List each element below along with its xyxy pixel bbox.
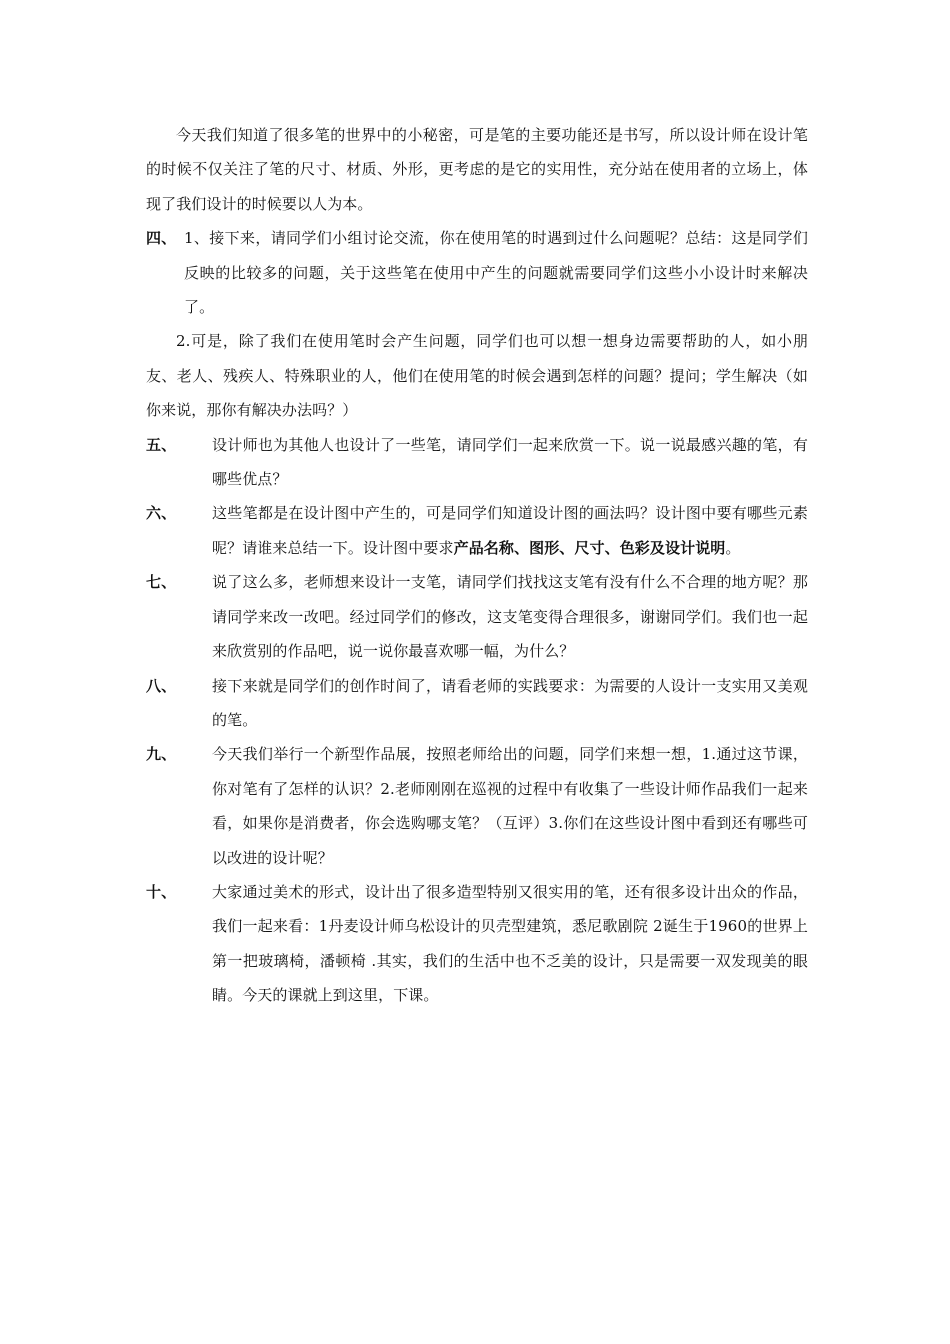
section-10-text: 大家通过美术的形式，设计出了很多造型特别又很实用的笔，还有很多设计出众的作品，我们一起来看：1丹麦设计师乌松设计的贝壳型建筑，悉尼歌剧院 2诞生于1960的世界上第一把玻璃椅，潘顿椅 .其实，我们的生活中也不乏美的设计，只是需要一双发现美的眼睛。今天的课就上到这里，下课。 bbox=[212, 882, 808, 1005]
section-number: 九、 bbox=[146, 745, 177, 764]
section-9-text: 今天我们举行一个新型作品展，按照老师给出的问题，同学们来想一想，1.通过这节课，你对笔有了怎样的认识？2.老师刚刚在巡视的过程中有收集了一些设计师作品我们一起来看，如果你是消费者，你会选购哪支笔？（互评）3.你们在这些设计图中看到还有哪些可以改进的设计呢？ bbox=[212, 745, 808, 867]
section-number: 八、 bbox=[146, 676, 177, 695]
section-8 bbox=[146, 669, 808, 738]
section-number: 六、 bbox=[146, 504, 177, 523]
section-number: 四、 bbox=[146, 229, 177, 248]
section-8-text: 接下来就是同学们的创作时间了，请看老师的实践要求：为需要的人设计一支实用又美观的笔。 bbox=[212, 676, 808, 729]
section-4-subparagraph: 2.可是，除了我们在使用笔时会产生问题，同学们也可以想一想身边需要帮助的人，如小朋友、老人、残疾人、特殊职业的人，他们在使用笔的时候会遇到怎样的问题？提问；学生解决（如你来说，那你有解决办法吗？） bbox=[146, 332, 808, 420]
section-6-text bbox=[212, 496, 808, 565]
section-6-text-emphasis: 产品名称、图形、尺寸、色彩及设计说明 bbox=[453, 538, 726, 557]
section-9 bbox=[146, 737, 808, 875]
section-number: 七、 bbox=[146, 573, 177, 592]
section-6 bbox=[146, 496, 808, 565]
section-number: 五、 bbox=[146, 435, 177, 454]
section-5-text: 设计师也为其他人也设计了一些笔，请同学们一起来欣赏一下。说一说最感兴趣的笔，有哪些优点？ bbox=[212, 435, 808, 489]
section-7-text: 说了这么多，老师想来设计一支笔，请同学们找找这支笔有没有什么不合理的地方呢？那请同学来改一改吧。经过同学们的修改，这支笔变得合理很多，谢谢同学们。我们也一起来欣赏别的作品吧，说一说你最喜欢哪一幅，为什么？ bbox=[212, 573, 808, 661]
section-5 bbox=[146, 428, 808, 497]
section-number: 十、 bbox=[146, 882, 177, 901]
section-6-text-before: 这些笔都是在设计图中产生的，可是同学们知道设计图的画法吗？设计图中要有哪些元素呢？请谁来总结一下。设计图中要求 bbox=[212, 504, 808, 557]
intro-paragraph: 今天我们知道了很多笔的世界中的小秘密，可是笔的主要功能还是书写，所以设计师在设计笔的时候不仅关注了笔的尺寸、材质、外形，更考虑的是它的实用性，充分站在使用者的立场上，体现了我们设计的时候要以人为本。 bbox=[146, 126, 808, 213]
section-7 bbox=[146, 565, 808, 668]
section-4 bbox=[146, 221, 808, 324]
section-10 bbox=[146, 875, 808, 1013]
section-4-text: 1、接下来，请同学们小组讨论交流，你在使用笔的时遇到过什么问题呢？总结：这是同学们反映的比较多的问题，关于这些笔在使用中产生的问题就需要同学们这些小小设计时来解决了。 bbox=[184, 229, 808, 317]
lesson-text bbox=[146, 118, 808, 1013]
section-6-text-after: 。 bbox=[725, 538, 741, 557]
